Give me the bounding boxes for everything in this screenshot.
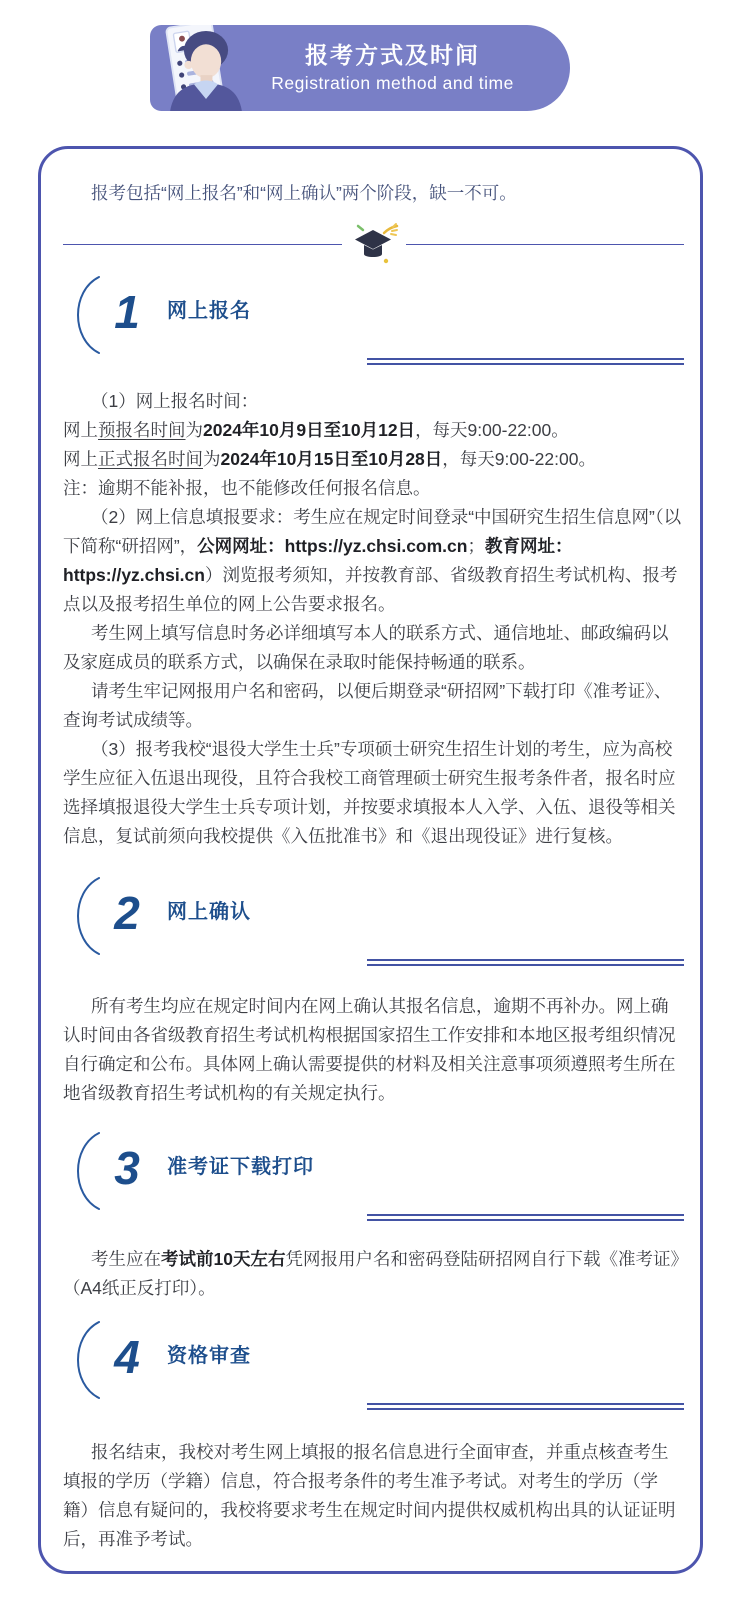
section-3-body bbox=[63, 1245, 684, 1303]
divider bbox=[63, 222, 684, 266]
person-illustration-icon bbox=[150, 25, 262, 111]
banner-title: 报考方式及时间 bbox=[305, 42, 480, 68]
paragraph: 请考生牢记网报用户名和密码，以便后期登录“研招网”下载打印《准考证》、查询考试成绩等。 bbox=[63, 681, 672, 730]
banner-text bbox=[245, 25, 540, 111]
paragraph: 考生网上填写信息时务必详细填写本人的联系方式、通信地址、邮政编码以及家庭成员的联系方式，以确保在录取时能保持畅通的联系。 bbox=[63, 623, 669, 672]
section-title: 网上报名 bbox=[167, 300, 251, 322]
section-title: 资格审查 bbox=[167, 1345, 251, 1367]
paragraph: 网上预报名时间为2024年10月9日至10月12日，每天9:00-22:00。 bbox=[63, 420, 569, 440]
section-number: 2 bbox=[114, 887, 140, 939]
paragraph: 报名结束，我校对考生网上填报的报名信息进行全面审查，并重点核查考生填报的学历（学籍）信息，符合报考条件的考生准予考试。对考生的学历（学籍）信息有疑问的，我校将要求考生在规定时间内提供权威机构出具的认证证明后，再准予考试。 bbox=[63, 1442, 676, 1549]
arc-decoration-icon bbox=[63, 875, 103, 957]
section-number: 3 bbox=[114, 1142, 140, 1194]
divider-line-left bbox=[63, 244, 342, 245]
section-number: 1 bbox=[114, 286, 140, 338]
header-banner bbox=[150, 25, 570, 111]
section-rule bbox=[367, 358, 684, 365]
section-rule bbox=[367, 959, 684, 966]
section-4-header bbox=[63, 1319, 684, 1401]
divider-line-right bbox=[406, 244, 685, 245]
section-number: 4 bbox=[114, 1331, 140, 1383]
paragraph: 所有考生均应在规定时间内在网上确认其报名信息，逾期不再补办。网上确认时间由各省级教育招生考试机构根据国家招生工作安排和本地区报考组织情况自行确定和公布。具体网上确认需要提供的材料及相关注意事项须遵照考生所在地省级教育招生考试机构的有关规定执行。 bbox=[63, 996, 676, 1103]
section-rule bbox=[367, 1403, 684, 1410]
paragraph: 考生应在考试前10天左右凭网报用户名和密码登陆研招网自行下载《准考证》（A4纸正反打印）。 bbox=[63, 1249, 680, 1298]
section-title: 准考证下载打印 bbox=[167, 1156, 314, 1178]
section-rule bbox=[367, 1214, 684, 1221]
section-2-body bbox=[63, 992, 684, 1108]
paragraph: （2）网上信息填报要求：考生应在规定时间登录“中国研究生招生信息网”（以下简称“研招网”，公网网址：https://yz.chsi.com.cn；教育网址：https://yz.chsi.cn）浏览报考须知，并按教育部、省级教育招生考试机构、报考点以及报考招生单位的网上公告要求报名。 bbox=[63, 507, 682, 614]
paragraph: （3）报考我校“退役大学生士兵”专项硕士研究生招生计划的考生，应为高校学生应征入伍退出现役，且符合我校工商管理硕士研究生报考条件者，报名时应选择填报退役大学生士兵专项计划，并按要求填报本人入学、入伍、退役等相关信息，复试前须向我校提供《入伍批准书》和《退出现役证》进行复核。 bbox=[63, 739, 676, 846]
banner-subtitle: Registration method and time bbox=[271, 73, 514, 93]
section-4-body bbox=[63, 1438, 684, 1554]
content-card bbox=[38, 146, 703, 1574]
intro-text: 报考包括“网上报名”和“网上确认”两个阶段，缺一不可。 bbox=[91, 183, 517, 203]
section-1-body bbox=[63, 387, 684, 851]
paragraph: 网上正式报名时间为2024年10月15日至10月28日，每天9:00-22:00。 bbox=[63, 449, 596, 469]
arc-decoration-icon bbox=[63, 274, 103, 356]
paragraph: 注：逾期不能补报，也不能修改任何报名信息。 bbox=[63, 478, 431, 498]
graduation-cap-icon bbox=[342, 222, 406, 266]
section-3-header bbox=[63, 1130, 684, 1212]
section-1-header bbox=[63, 274, 684, 356]
arc-decoration-icon bbox=[63, 1319, 103, 1401]
section-2-header bbox=[63, 875, 684, 957]
arc-decoration-icon bbox=[63, 1130, 103, 1212]
paragraph: （1）网上报名时间： bbox=[91, 391, 259, 411]
section-title: 网上确认 bbox=[167, 901, 251, 923]
